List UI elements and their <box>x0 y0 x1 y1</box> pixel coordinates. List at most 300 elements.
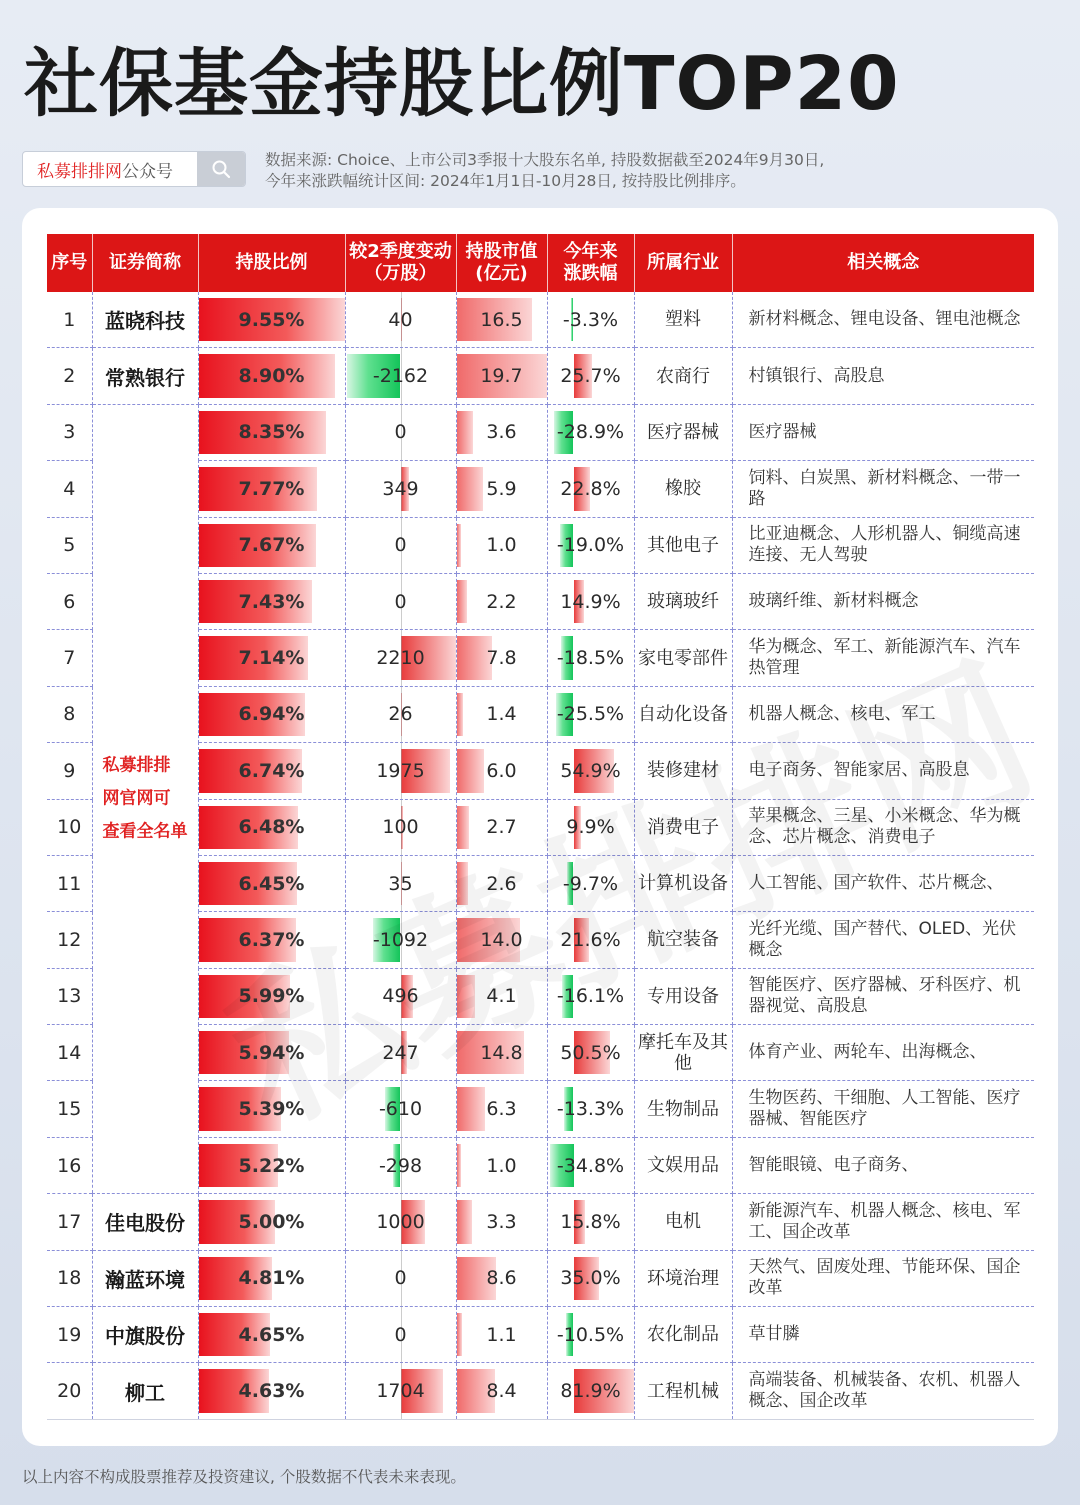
cell-change-value: 349 <box>382 477 419 500</box>
cell-industry <box>634 1025 732 1081</box>
cell-ratio-value: 4.63% <box>238 1380 305 1403</box>
cell-ratio-value: 6.74% <box>238 759 305 782</box>
cell-industry <box>634 461 732 517</box>
cell-concept-value: 体育产业、两轮车、出海概念、 <box>748 1042 987 1063</box>
cell-concept <box>732 1250 1034 1306</box>
cell-name <box>92 292 198 348</box>
cell-market-value <box>456 1250 547 1306</box>
cell-market-value <box>456 1194 547 1250</box>
cell-change-value: -610 <box>378 1098 423 1121</box>
cell-concept <box>732 1194 1034 1250</box>
cell-rank-value: 18 <box>57 1267 82 1290</box>
search-label <box>23 157 197 182</box>
market-value-bar <box>457 1313 462 1356</box>
cell-concept-value: 比亚迪概念、人形机器人、铜缆高速连接、无人驾驶 <box>748 524 1021 566</box>
cell-change-value: 1000 <box>376 1210 425 1233</box>
cell-change-value: 0 <box>394 590 407 613</box>
cell-market-value-value: 3.3 <box>486 1210 517 1233</box>
cell-industry-value: 电机 <box>665 1211 701 1233</box>
cell-industry <box>634 1137 732 1193</box>
cell-industry-value: 医疗器械 <box>647 421 719 443</box>
cell-concept-value: 村镇银行、高股息 <box>748 365 885 386</box>
page-title: 社保基金持股比例TOP20 <box>24 41 900 127</box>
cell-market-value <box>456 912 547 968</box>
cell-change <box>345 968 456 1024</box>
cell-industry <box>634 348 732 404</box>
cell-industry-value: 生物制品 <box>647 1098 719 1120</box>
disclaimer: 以上内容不构成股票推荐及投资建议, 个股数据不代表未来表现。 <box>22 1468 466 1486</box>
cell-change-value: 40 <box>388 308 413 331</box>
cell-ratio-value: 6.94% <box>238 703 305 726</box>
cell-market-value <box>456 1025 547 1081</box>
cell-market-value <box>456 461 547 517</box>
cell-name-value: 中旗股份 <box>105 1324 185 1349</box>
note-line: 网官网可 <box>102 788 171 809</box>
table-body <box>47 292 1034 1419</box>
cell-industry <box>634 743 732 799</box>
cell-ratio-value: 6.45% <box>238 872 305 895</box>
table-header-row <box>47 234 1034 292</box>
search-brand: 私募排排网 <box>37 161 122 182</box>
cell-ytd <box>547 292 634 348</box>
cell-change <box>345 630 456 686</box>
cell-change-value: -2162 <box>372 365 429 388</box>
cell-ytd-value: 50.5% <box>560 1041 621 1064</box>
cell-ratio-value: 5.94% <box>238 1041 305 1064</box>
cell-market-value <box>456 1137 547 1193</box>
cell-ratio <box>198 1250 345 1306</box>
cell-concept-value: 饲料、白炭黑、新材料概念、一带一路 <box>748 467 1021 509</box>
cell-market-value-value: 7.8 <box>486 647 517 670</box>
cell-ytd-value: -34.8% <box>556 1154 625 1177</box>
cell-name <box>92 1250 198 1306</box>
cell-industry <box>634 573 732 629</box>
cell-change <box>345 1025 456 1081</box>
cell-ratio-value: 5.39% <box>238 1098 305 1121</box>
source-line-1: 数据来源: Choice、上市公司3季报十大股东名单, 持股数据截至2024年9月30日, <box>265 151 825 169</box>
cell-ratio-value: 5.22% <box>238 1154 305 1177</box>
cell-rank-value: 11 <box>57 872 82 895</box>
cell-industry <box>634 1250 732 1306</box>
cell-rank <box>47 292 92 348</box>
cell-market-value <box>456 630 547 686</box>
cell-concept <box>732 348 1034 404</box>
cell-industry <box>634 404 732 460</box>
cell-industry <box>634 292 732 348</box>
cell-industry <box>634 968 732 1024</box>
cell-ratio <box>198 1025 345 1081</box>
cell-industry-value: 农商行 <box>656 365 710 387</box>
cell-market-value-value: 8.4 <box>486 1380 517 1403</box>
cell-change-value: 2210 <box>376 647 425 670</box>
cell-rank-value: 2 <box>63 365 76 388</box>
cell-concept-value: 天然气、固废处理、节能环保、国企改革 <box>748 1257 1021 1299</box>
cell-market-value-value: 3.6 <box>486 421 517 444</box>
cell-market-value <box>456 1081 547 1137</box>
cell-market-value-value: 2.2 <box>486 590 517 613</box>
cell-ytd-value: 54.9% <box>560 759 621 782</box>
cell-change <box>345 743 456 799</box>
cell-concept <box>732 1081 1034 1137</box>
cell-industry <box>634 630 732 686</box>
cell-ytd-value: -25.5% <box>556 703 625 726</box>
cell-ytd-value: -28.9% <box>556 421 625 444</box>
cell-industry-value: 文娱用品 <box>647 1155 719 1177</box>
table-row <box>47 348 1034 404</box>
cell-ratio <box>198 1307 345 1363</box>
cell-ytd <box>547 968 634 1024</box>
cell-ratio <box>198 461 345 517</box>
market-value-bar <box>457 467 484 510</box>
cell-ytd <box>547 348 634 404</box>
cell-concept-value: 苹果概念、三星、小米概念、华为概念、芯片概念、消费电子 <box>748 806 1021 848</box>
cell-concept-value: 新材料概念、锂电设备、锂电池概念 <box>748 309 1021 330</box>
cell-ratio <box>198 855 345 911</box>
cell-rank <box>47 404 92 460</box>
cell-market-value-value: 4.1 <box>486 985 517 1008</box>
cell-ratio <box>198 1081 345 1137</box>
cell-ratio <box>198 799 345 855</box>
cell-rank-value: 8 <box>63 703 76 726</box>
cell-market-value <box>456 855 547 911</box>
market-value-bar <box>457 524 462 567</box>
cell-ytd <box>547 686 634 742</box>
cell-ratio <box>198 517 345 573</box>
cell-ratio <box>198 573 345 629</box>
market-value-bar <box>457 749 484 792</box>
cell-concept-value: 医疗器械 <box>748 421 817 442</box>
cell-rank-value: 13 <box>57 985 82 1008</box>
cell-industry <box>634 1307 732 1363</box>
cell-change <box>345 348 456 404</box>
cell-concept-value: 草甘膦 <box>748 1324 800 1345</box>
col-mv-line2: (亿元) <box>475 263 528 284</box>
col-name: 证券简称 <box>92 234 198 292</box>
col-ytd <box>547 234 634 292</box>
col-industry: 所属行业 <box>634 234 732 292</box>
col-concept: 相关概念 <box>732 234 1034 292</box>
col-rank: 序号 <box>47 234 92 292</box>
market-value-bar <box>457 975 476 1018</box>
cell-concept <box>732 968 1034 1024</box>
cell-concept <box>732 686 1034 742</box>
cell-ytd <box>547 912 634 968</box>
official-site-note[interactable] <box>93 750 188 849</box>
cell-rank-value: 20 <box>57 1380 82 1403</box>
cell-ratio-value: 7.67% <box>238 534 305 557</box>
cell-industry-value: 橡胶 <box>665 478 701 500</box>
cell-market-value <box>456 686 547 742</box>
col-market-value <box>456 234 547 292</box>
cell-market-value <box>456 799 547 855</box>
cell-industry-value: 专用设备 <box>647 985 719 1007</box>
cell-rank <box>47 517 92 573</box>
cell-industry-value: 计算机设备 <box>638 873 728 895</box>
cell-ratio <box>198 743 345 799</box>
cell-ratio-value: 6.37% <box>238 928 305 951</box>
cell-ratio-value: 7.43% <box>238 590 305 613</box>
search-box[interactable] <box>22 151 246 187</box>
cell-rank <box>47 1025 92 1081</box>
cell-industry <box>634 686 732 742</box>
cell-concept <box>732 461 1034 517</box>
cell-name <box>92 1194 198 1250</box>
cell-concept-value: 人工智能、国产软件、芯片概念、 <box>748 873 1004 894</box>
cell-ratio <box>198 630 345 686</box>
cell-ytd <box>547 517 634 573</box>
cell-ratio-value: 8.35% <box>238 421 305 444</box>
cell-change <box>345 461 456 517</box>
cell-market-value <box>456 968 547 1024</box>
cell-ratio-value: 6.48% <box>238 816 305 839</box>
cell-ytd <box>547 573 634 629</box>
market-value-bar <box>457 1144 462 1187</box>
cell-market-value-value: 2.6 <box>486 872 517 895</box>
cell-concept-value: 高端装备、机械装备、农机、机器人概念、国企改革 <box>748 1370 1021 1412</box>
cell-concept-value: 机器人概念、核电、军工 <box>748 703 936 724</box>
cell-ytd <box>547 1137 634 1193</box>
cell-name-value: 佳电股份 <box>105 1211 185 1236</box>
cell-market-value-value: 6.0 <box>486 759 517 782</box>
cell-industry-value: 农化制品 <box>647 1324 719 1346</box>
cell-market-value-value: 8.6 <box>486 1267 517 1290</box>
table-row <box>47 1307 1034 1363</box>
table-row <box>47 404 1034 460</box>
cell-rank <box>47 743 92 799</box>
cell-name-value: 瀚蓝环境 <box>105 1267 185 1292</box>
market-value-bar <box>457 411 473 454</box>
cell-change <box>345 1081 456 1137</box>
cell-concept <box>732 743 1034 799</box>
cell-rank-value: 3 <box>63 421 76 444</box>
cell-rank <box>47 855 92 911</box>
cell-market-value-value: 19.7 <box>480 365 523 388</box>
cell-rank <box>47 1307 92 1363</box>
note-line: 私募排排 <box>102 755 171 776</box>
cell-name-merged <box>92 404 198 1193</box>
col-mv-line1: 持股市值 <box>465 241 538 262</box>
market-value-bar <box>457 862 469 905</box>
cell-change-value: 496 <box>382 985 419 1008</box>
cell-rank <box>47 686 92 742</box>
cell-industry <box>634 799 732 855</box>
cell-market-value-value: 2.7 <box>486 816 517 839</box>
col-change-line1: 较2季度变动 <box>349 241 452 262</box>
cell-concept-value: 电子商务、智能家居、高股息 <box>748 760 970 781</box>
cell-ratio <box>198 1363 345 1419</box>
cell-ytd <box>547 799 634 855</box>
cell-rank <box>47 630 92 686</box>
cell-ytd <box>547 1250 634 1306</box>
cell-concept <box>732 1307 1034 1363</box>
cell-ratio-value: 7.14% <box>238 647 305 670</box>
cell-ratio <box>198 1194 345 1250</box>
cell-ratio <box>198 968 345 1024</box>
cell-market-value <box>456 1307 547 1363</box>
cell-rank-value: 12 <box>57 928 82 951</box>
cell-industry-value: 工程机械 <box>647 1380 719 1402</box>
cell-market-value <box>456 743 547 799</box>
cell-rank <box>47 799 92 855</box>
cell-ytd <box>547 1363 634 1419</box>
cell-rank-value: 4 <box>63 477 76 500</box>
cell-change <box>345 517 456 573</box>
cell-rank-value: 6 <box>63 590 76 613</box>
cell-rank <box>47 461 92 517</box>
search-suffix: 公众号 <box>122 161 173 182</box>
col-change <box>345 234 456 292</box>
cell-industry <box>634 1194 732 1250</box>
cell-ytd-value: 14.9% <box>560 590 621 613</box>
col-ytd-line2: 涨跌幅 <box>563 263 618 284</box>
cell-concept <box>732 1363 1034 1419</box>
cell-rank-value: 9 <box>63 759 76 782</box>
cell-change-value: 100 <box>382 816 419 839</box>
cell-industry-value: 摩托车及其他 <box>638 1031 728 1074</box>
table-row <box>47 1194 1034 1250</box>
cell-market-value <box>456 1363 547 1419</box>
search-button[interactable] <box>197 152 245 186</box>
cell-rank <box>47 1194 92 1250</box>
cell-market-value-value: 14.8 <box>480 1041 523 1064</box>
cell-market-value <box>456 517 547 573</box>
cell-rank-value: 17 <box>57 1210 82 1233</box>
cell-change <box>345 855 456 911</box>
cell-rank-value: 10 <box>57 816 82 839</box>
cell-concept <box>732 912 1034 968</box>
cell-rank-value: 14 <box>57 1041 82 1064</box>
cell-industry <box>634 1081 732 1137</box>
cell-ytd <box>547 1081 634 1137</box>
cell-ratio <box>198 292 345 348</box>
col-ytd-line1: 今年来 <box>563 241 618 262</box>
cell-industry-value: 塑料 <box>665 309 701 331</box>
cell-rank <box>47 968 92 1024</box>
cell-rank <box>47 573 92 629</box>
cell-change <box>345 799 456 855</box>
cell-industry-value: 自动化设备 <box>638 703 728 725</box>
cell-industry-value: 玻璃玻纤 <box>647 591 719 613</box>
cell-market-value <box>456 573 547 629</box>
cell-change-value: 1704 <box>376 1380 425 1403</box>
cell-name <box>92 1307 198 1363</box>
cell-rank <box>47 1137 92 1193</box>
cell-industry <box>634 517 732 573</box>
cell-ytd <box>547 855 634 911</box>
col-change-line2: （万股） <box>364 263 437 284</box>
cell-ratio <box>198 912 345 968</box>
market-value-bar <box>457 580 467 623</box>
source-line-2: 今年来涨跌幅统计区间: 2024年1月1日-10月28日, 按持股比例排序。 <box>265 172 746 190</box>
note-line: 查看全名单 <box>102 821 188 842</box>
cell-market-value <box>456 292 547 348</box>
cell-change <box>345 1194 456 1250</box>
cell-concept-value: 新能源汽车、机器人概念、核电、军工、国企改革 <box>748 1200 1021 1242</box>
cell-concept <box>732 517 1034 573</box>
cell-ratio-value: 9.55% <box>238 308 305 331</box>
cell-rank <box>47 912 92 968</box>
cell-change-value: -298 <box>378 1154 423 1177</box>
market-value-bar <box>457 1200 472 1243</box>
cell-ytd <box>547 404 634 460</box>
cell-change-value: 0 <box>394 421 407 444</box>
cell-change <box>345 686 456 742</box>
cell-ytd-value: -18.5% <box>556 647 625 670</box>
cell-industry-value: 航空装备 <box>647 929 719 951</box>
cell-ytd-value: -16.1% <box>556 985 625 1008</box>
cell-concept <box>732 292 1034 348</box>
cell-change <box>345 1307 456 1363</box>
cell-ytd <box>547 1307 634 1363</box>
cell-rank <box>47 1363 92 1419</box>
cell-ratio-value: 5.00% <box>238 1210 305 1233</box>
cell-ytd <box>547 461 634 517</box>
cell-ytd-value: -10.5% <box>556 1323 625 1346</box>
cell-ytd-value: 25.7% <box>560 365 621 388</box>
cell-change <box>345 1250 456 1306</box>
cell-rank <box>47 348 92 404</box>
data-source <box>265 150 824 192</box>
cell-ytd-value: 21.6% <box>560 928 621 951</box>
cell-change <box>345 404 456 460</box>
table-row <box>47 1250 1034 1306</box>
cell-rank-value: 1 <box>63 308 76 331</box>
table-row <box>47 1363 1034 1419</box>
cell-change-value: 247 <box>382 1041 419 1064</box>
cell-name-value: 柳工 <box>125 1380 165 1405</box>
cell-industry-value: 环境治理 <box>647 1267 719 1289</box>
cell-ytd-value: -9.7% <box>562 872 619 895</box>
cell-ratio-value: 7.77% <box>238 477 305 500</box>
cell-name <box>92 1363 198 1419</box>
cell-rank-value: 7 <box>63 647 76 670</box>
cell-market-value-value: 5.9 <box>486 477 517 500</box>
cell-industry-value: 家电零部件 <box>638 647 728 669</box>
cell-industry <box>634 1363 732 1419</box>
cell-concept-value: 华为概念、军工、新能源汽车、汽车热管理 <box>748 637 1021 679</box>
cell-change-value: 35 <box>388 872 413 895</box>
cell-ratio-value: 4.81% <box>238 1267 305 1290</box>
cell-rank-value: 16 <box>57 1154 82 1177</box>
cell-market-value-value: 1.1 <box>486 1323 517 1346</box>
cell-change <box>345 912 456 968</box>
cell-ytd-value: -13.3% <box>556 1098 625 1121</box>
cell-market-value-value: 6.3 <box>486 1098 517 1121</box>
col-ratio: 持股比例 <box>198 234 345 292</box>
table-row <box>47 292 1034 348</box>
cell-ytd <box>547 1025 634 1081</box>
cell-concept <box>732 799 1034 855</box>
cell-industry-value: 其他电子 <box>647 534 719 556</box>
market-value-bar <box>457 806 469 849</box>
cell-industry <box>634 855 732 911</box>
cell-concept-value: 智能医疗、医疗器械、牙科医疗、机器视觉、高股息 <box>748 975 1021 1017</box>
cell-concept-value: 玻璃纤维、新材料概念 <box>748 591 919 612</box>
cell-ratio <box>198 1137 345 1193</box>
cell-name-value: 常熟银行 <box>105 365 185 390</box>
cell-ytd-value: 81.9% <box>560 1380 621 1403</box>
cell-rank <box>47 1081 92 1137</box>
cell-concept <box>732 404 1034 460</box>
cell-concept <box>732 630 1034 686</box>
cell-concept-value: 生物医药、干细胞、人工智能、医疗器械、智能医疗 <box>748 1088 1021 1130</box>
market-value-bar <box>457 1087 486 1130</box>
cell-market-value-value: 16.5 <box>480 308 523 331</box>
cell-ratio-value: 8.90% <box>238 365 305 388</box>
cell-change-value: 0 <box>394 1323 407 1346</box>
cell-ytd-value: -3.3% <box>562 308 619 331</box>
cell-industry-value: 消费电子 <box>647 816 719 838</box>
